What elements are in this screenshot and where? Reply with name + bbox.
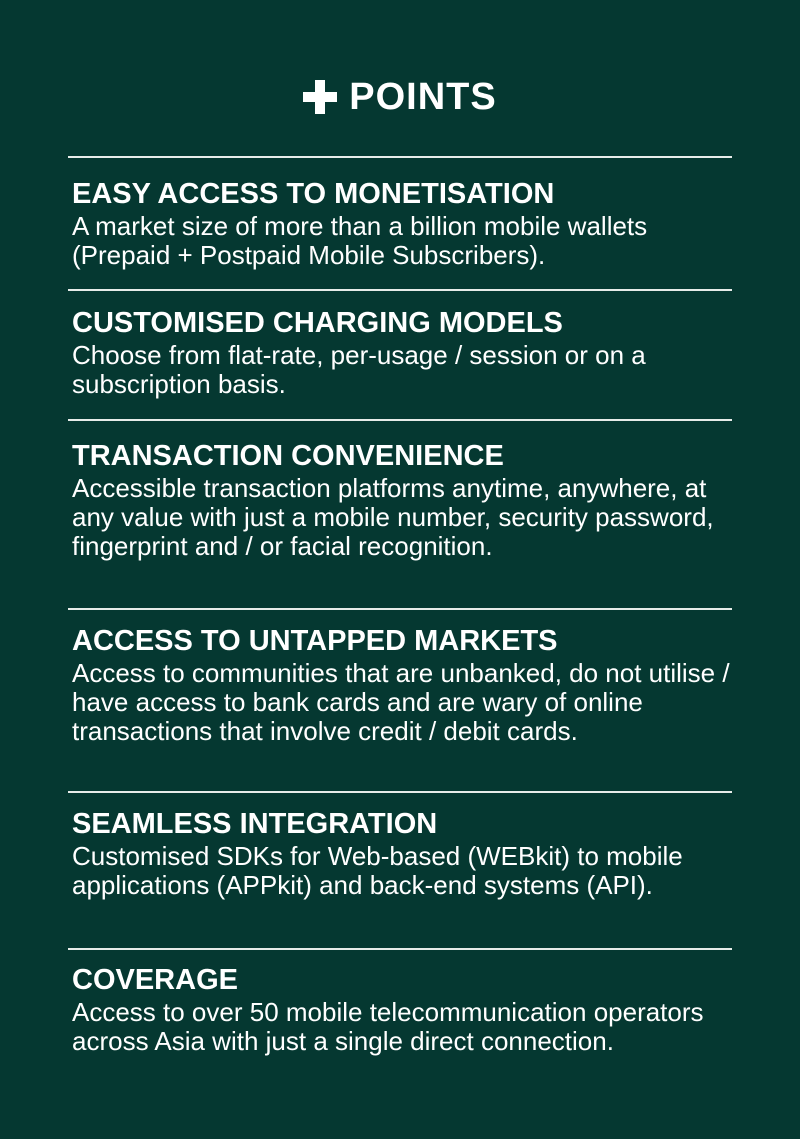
divider — [68, 608, 732, 610]
point-description: Accessible transaction platforms anytime, anywhere, at any value with just a mobile number, security password, fingerprint and / or facial recognition. — [72, 473, 714, 561]
divider — [68, 791, 732, 793]
point-title: CUSTOMISED CHARGING MODELS — [72, 307, 563, 339]
point-title: ACCESS TO UNTAPPED MARKETS — [72, 625, 558, 657]
point-title: TRANSACTION CONVENIENCE — [72, 440, 504, 472]
point-description: Customised SDKs for Web-based (WEBkit) to mobile applications (APPkit) and back-end systems (API). — [72, 841, 683, 900]
divider — [68, 289, 732, 291]
point-easy-access-to-monetisation — [72, 176, 737, 270]
divider — [68, 948, 732, 950]
point-customised-charging-models — [72, 305, 737, 399]
point-seamless-integration — [72, 806, 737, 900]
point-title: COVERAGE — [72, 964, 238, 996]
page-title: POINTS — [349, 76, 497, 118]
plus-icon — [303, 80, 337, 114]
point-description: Access to communities that are unbanked, do not utilise / have access to bank cards and are wary of online transactions that involve credit / debit cards. — [72, 658, 730, 746]
point-title: EASY ACCESS TO MONETISATION — [72, 178, 555, 210]
point-description: Choose from flat-rate, per-usage / session or on a subscription basis. — [72, 340, 646, 399]
points-header — [0, 72, 800, 122]
point-coverage — [72, 962, 737, 1056]
point-description: A market size of more than a billion mobile wallets (Prepaid + Postpaid Mobile Subscribers). — [72, 211, 648, 270]
divider — [68, 156, 732, 158]
point-access-to-untapped-markets — [72, 623, 737, 746]
divider — [68, 419, 732, 421]
point-title: SEAMLESS INTEGRATION — [72, 808, 438, 840]
point-transaction-convenience — [72, 438, 737, 561]
point-description: Access to over 50 mobile telecommunication operators across Asia with just a single direct connection. — [72, 997, 704, 1056]
